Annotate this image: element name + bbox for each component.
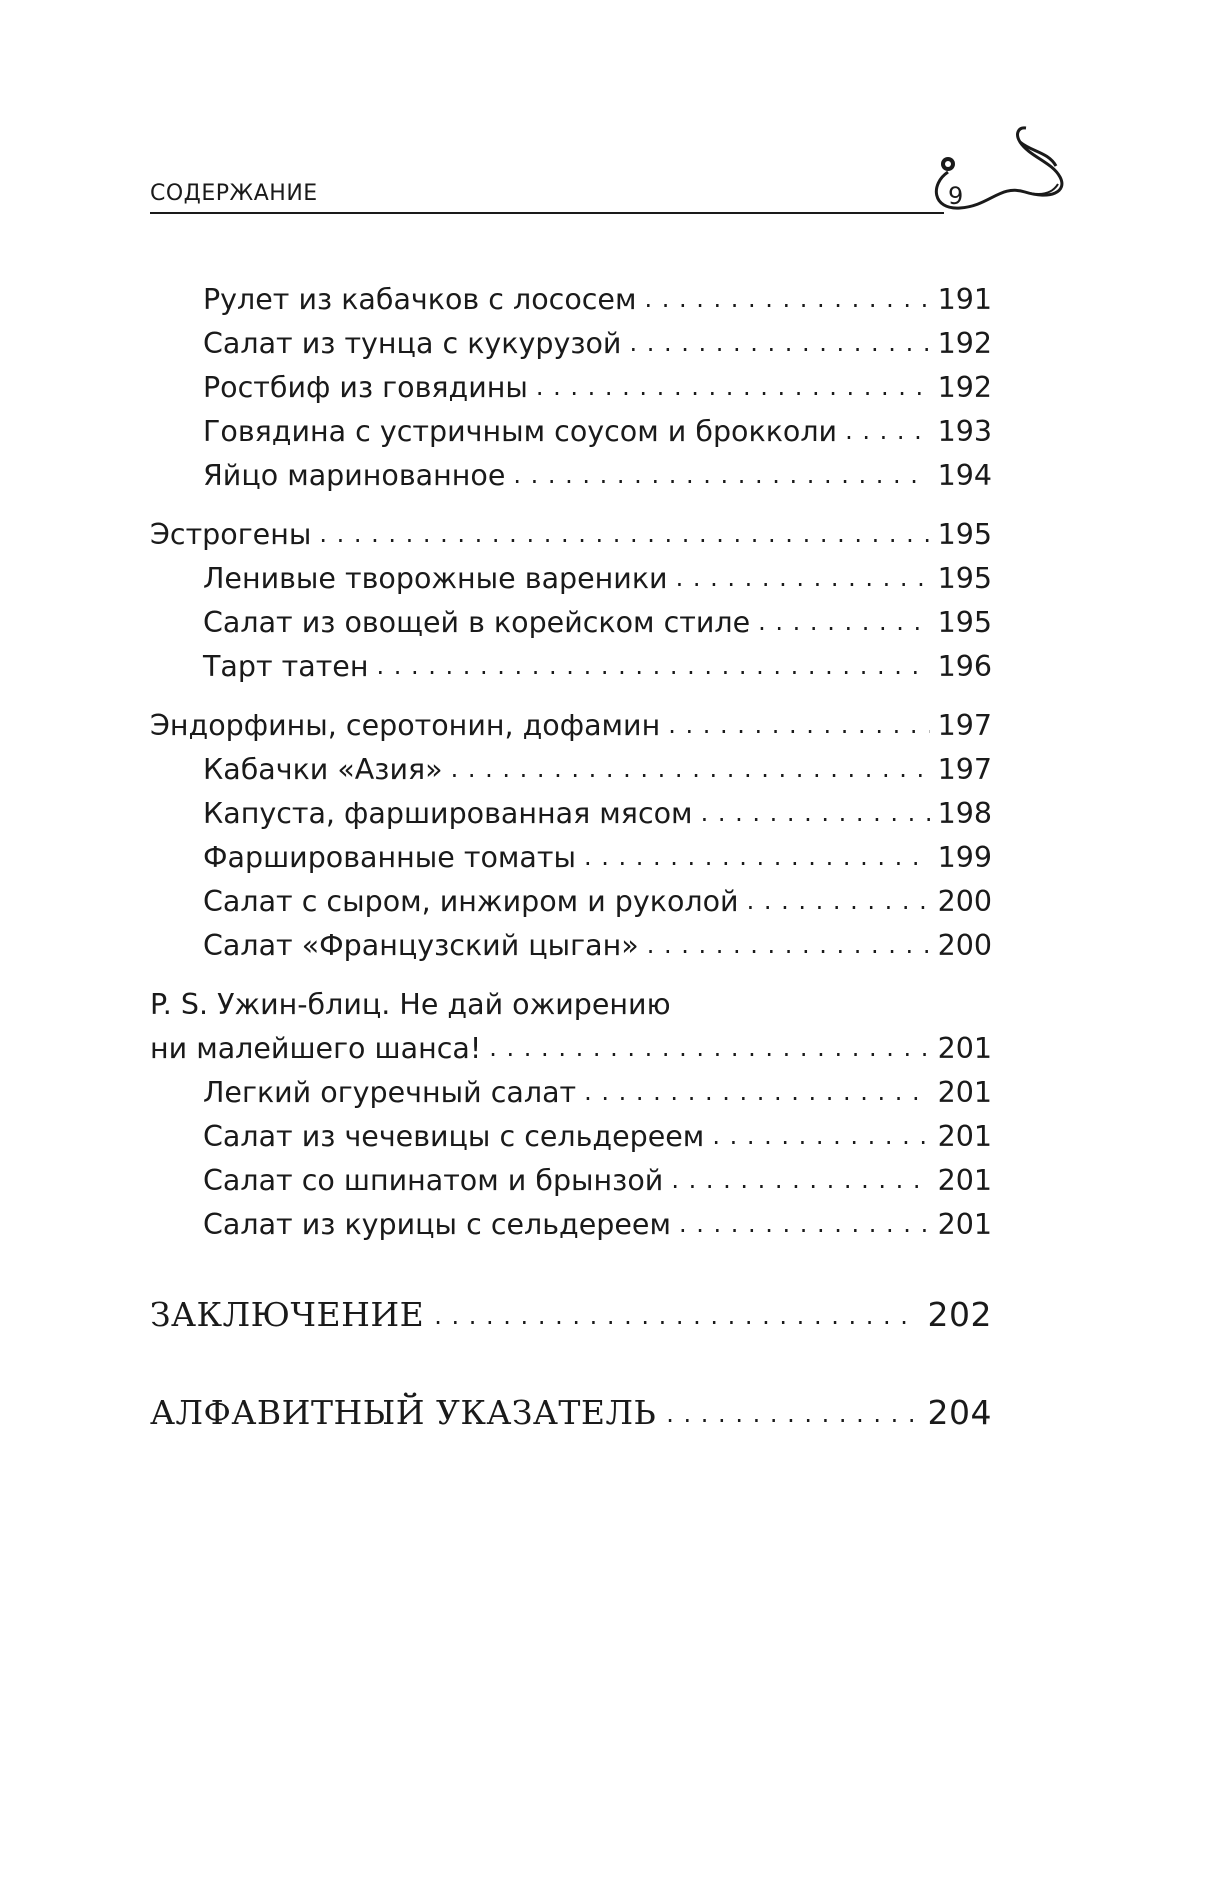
dot-leader bbox=[513, 452, 929, 497]
toc-heading-title: Эндорфины, серотонин, дофамин bbox=[150, 709, 661, 742]
toc-entry-title: Ленивые творожные вареники bbox=[203, 562, 668, 595]
toc-entry bbox=[150, 410, 992, 454]
toc-entry-title: Салат из чечевицы с сельдереем bbox=[203, 1120, 705, 1153]
toc-section-heading bbox=[150, 704, 992, 748]
dot-leader bbox=[376, 643, 929, 688]
dot-leader bbox=[451, 746, 930, 791]
dot-leader bbox=[584, 1069, 929, 1114]
toc-major-title: АЛФАВИТНЫЙ УКАЗАТЕЛЬ bbox=[150, 1393, 657, 1432]
toc-entry-title: Салат с сыром, инжиром и руколой bbox=[203, 885, 739, 918]
toc-entry-page: 198 bbox=[937, 797, 992, 830]
toc-heading-page: 197 bbox=[937, 709, 992, 742]
toc-section-heading bbox=[150, 1027, 992, 1071]
dot-leader bbox=[629, 320, 929, 365]
toc-entry-title: Яйцо маринованное bbox=[203, 459, 506, 492]
toc-entry bbox=[150, 1203, 992, 1247]
toc-group bbox=[150, 513, 992, 689]
toc-entry bbox=[150, 1159, 992, 1203]
dot-leader bbox=[679, 1201, 930, 1246]
toc-group bbox=[150, 983, 992, 1247]
toc-entry-page: 195 bbox=[937, 606, 992, 639]
toc-entry bbox=[150, 454, 992, 498]
toc-entry-title: Ростбиф из говядины bbox=[203, 371, 528, 404]
page-number: 9 bbox=[948, 182, 964, 210]
toc-major-title: ЗАКЛЮЧЕНИЕ bbox=[150, 1295, 425, 1334]
toc-entry-title: Салат из курицы с сельдереем bbox=[203, 1208, 671, 1241]
toc-heading-title-line2: ни малейшего шанса! bbox=[150, 1032, 482, 1065]
toc-entry-title: Рулет из кабачков с лососем bbox=[203, 283, 637, 316]
dot-leader bbox=[676, 555, 930, 600]
toc-major-page: 202 bbox=[927, 1295, 992, 1334]
dot-leader bbox=[666, 1381, 919, 1444]
toc-entry bbox=[150, 1071, 992, 1115]
dot-leader bbox=[671, 1157, 929, 1202]
dot-leader bbox=[536, 364, 930, 409]
toc-entry bbox=[150, 278, 992, 322]
toc-entry-page: 199 bbox=[937, 841, 992, 874]
toc-entry-title: Тарт татен bbox=[203, 650, 369, 683]
toc-section-heading bbox=[150, 513, 992, 557]
toc-entry-page: 193 bbox=[937, 415, 992, 448]
toc-entry-page: 201 bbox=[937, 1076, 992, 1109]
toc-entry bbox=[150, 836, 992, 880]
toc-entry-title: Говядина с устричным соусом и брокколи bbox=[203, 415, 838, 448]
dot-leader bbox=[584, 834, 930, 879]
dot-leader bbox=[668, 702, 929, 747]
toc-entry bbox=[150, 924, 992, 968]
toc-entry-page: 201 bbox=[937, 1164, 992, 1197]
toc-entry-page: 201 bbox=[937, 1208, 992, 1241]
section-title: СОДЕРЖАНИЕ bbox=[150, 181, 318, 206]
toc-entry-page: 197 bbox=[937, 753, 992, 786]
dot-leader bbox=[747, 878, 930, 923]
toc-entry-title: Кабачки «Азия» bbox=[203, 753, 443, 786]
toc-entry-title: Салат из овощей в корейском стиле bbox=[203, 606, 751, 639]
toc-entry bbox=[150, 880, 992, 924]
toc-group bbox=[150, 704, 992, 968]
dot-leader bbox=[644, 276, 929, 321]
toc-entry-page: 195 bbox=[937, 562, 992, 595]
toc-entry bbox=[150, 645, 992, 689]
toc-entry-page: 200 bbox=[937, 885, 992, 918]
toc-entry-title: Легкий огуречный салат bbox=[203, 1076, 577, 1109]
toc-entry-page: 194 bbox=[937, 459, 992, 492]
toc-entry-title: Салат «Французский цыган» bbox=[203, 929, 639, 962]
toc-entry bbox=[150, 322, 992, 366]
toc-entry-title: Капуста, фаршированная мясом bbox=[203, 797, 693, 830]
toc-entry-page: 196 bbox=[937, 650, 992, 683]
toc-entry-page: 192 bbox=[937, 371, 992, 404]
toc-entry-page: 192 bbox=[937, 327, 992, 360]
toc-group bbox=[150, 278, 992, 498]
toc-entry bbox=[150, 1115, 992, 1159]
dot-leader bbox=[845, 408, 930, 453]
toc-entry-title: Салат со шпинатом и брынзой bbox=[203, 1164, 664, 1197]
toc-major-entry bbox=[150, 1383, 992, 1443]
toc-entry-page: 201 bbox=[937, 1120, 992, 1153]
toc-major-page: 204 bbox=[927, 1393, 992, 1432]
dot-leader bbox=[319, 511, 929, 556]
table-of-contents bbox=[150, 278, 992, 1443]
toc-entry bbox=[150, 366, 992, 410]
toc-entry-page: 191 bbox=[937, 283, 992, 316]
toc-entry-title: Фаршированные томаты bbox=[203, 841, 576, 874]
stethoscope-icon bbox=[920, 122, 1070, 222]
dot-leader bbox=[701, 790, 930, 835]
toc-entry-title: Салат из тунца с кукурузой bbox=[203, 327, 622, 360]
toc-entry bbox=[150, 601, 992, 645]
toc-entry bbox=[150, 748, 992, 792]
toc-heading-title-line1: P. S. Ужин-блиц. Не дай ожирению bbox=[150, 988, 671, 1021]
dot-leader bbox=[758, 599, 929, 644]
running-header bbox=[150, 176, 944, 214]
dot-leader bbox=[712, 1113, 929, 1158]
toc-entry bbox=[150, 557, 992, 601]
toc-entry bbox=[150, 792, 992, 836]
dot-leader bbox=[434, 1283, 919, 1346]
toc-major-entry bbox=[150, 1285, 992, 1345]
toc-heading-page: 201 bbox=[937, 1032, 992, 1065]
dot-leader bbox=[647, 922, 930, 967]
dot-leader bbox=[489, 1025, 929, 1070]
toc-entry-page: 200 bbox=[937, 929, 992, 962]
toc-heading-page: 195 bbox=[937, 518, 992, 551]
toc-heading-title: Эстрогены bbox=[150, 518, 312, 551]
